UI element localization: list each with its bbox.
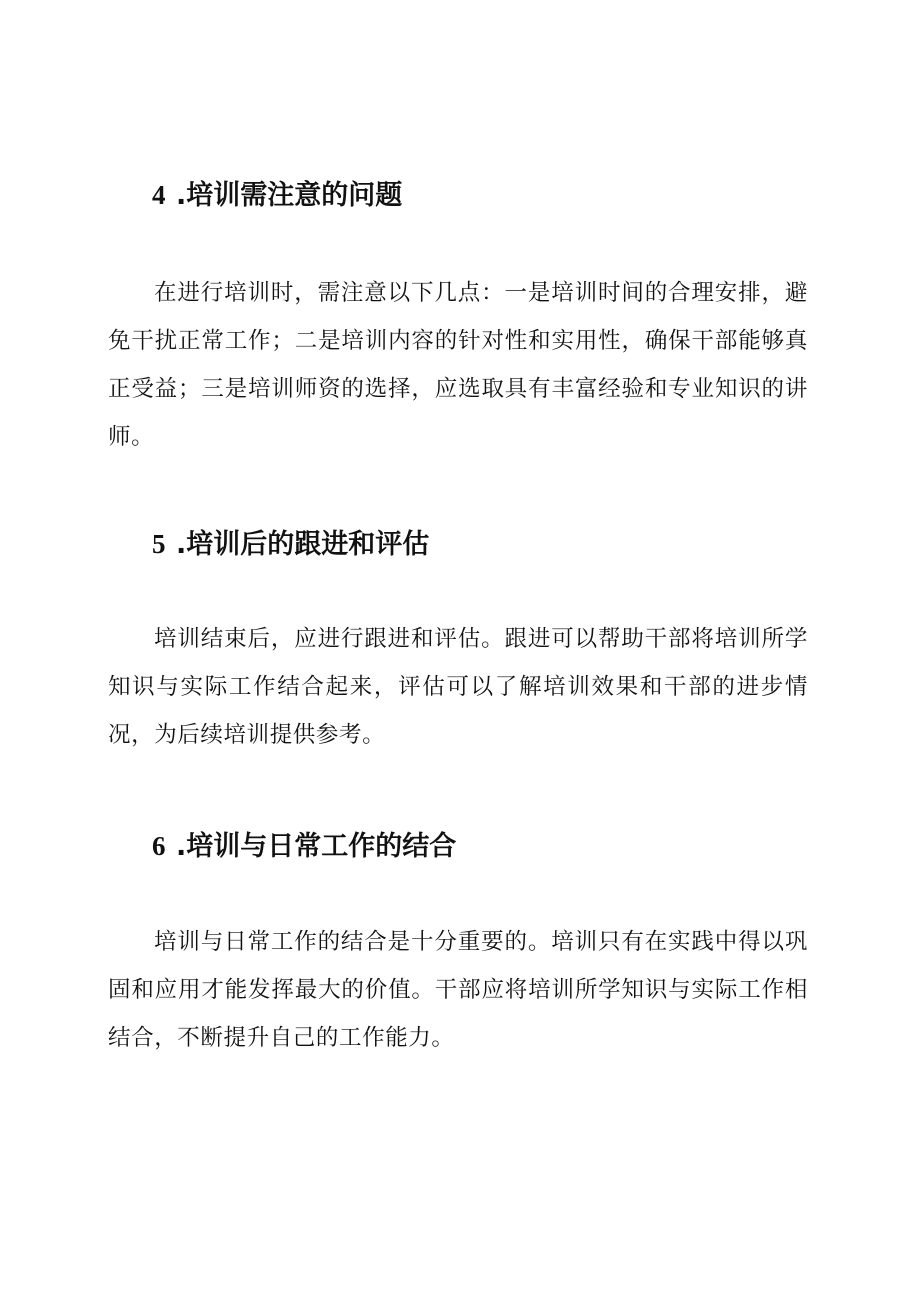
section-number: 6 [152,831,166,861]
section-6 [108,826,808,1062]
section-number: 5 [152,529,166,559]
section-4 [108,175,808,461]
section-heading [152,175,808,216]
section-number: 4 [152,180,166,210]
section-title: .培训需注意的问题 [176,180,403,211]
section-paragraph: 培训结束后，应进行跟进和评估。跟进可以帮助干部将培训所学知识与实际工作结合起来，评估可以了解培训效果和干部的进步情况，为后续培训提供参考。 [108,626,808,748]
section-heading [152,524,808,565]
section-title: .培训后的跟进和评估 [176,529,430,560]
section-heading [152,826,808,867]
section-5 [108,524,808,759]
section-paragraph: 培训与日常工作的结合是十分重要的。培训只有在实践中得以巩固和应用才能发挥最大的价值。干部应将培训所学知识与实际工作相结合，不断提升自己的工作能力。 [108,929,808,1051]
section-title: .培训与日常工作的结合 [176,831,457,862]
section-paragraph: 在进行培训时，需注意以下几点：一是培训时间的合理安排，避免干扰正常工作；二是培训内容的针对性和实用性，确保干部能够真正受益；三是培训师资的选择，应选取具有丰富经验和专业知识的讲师。 [108,280,808,450]
